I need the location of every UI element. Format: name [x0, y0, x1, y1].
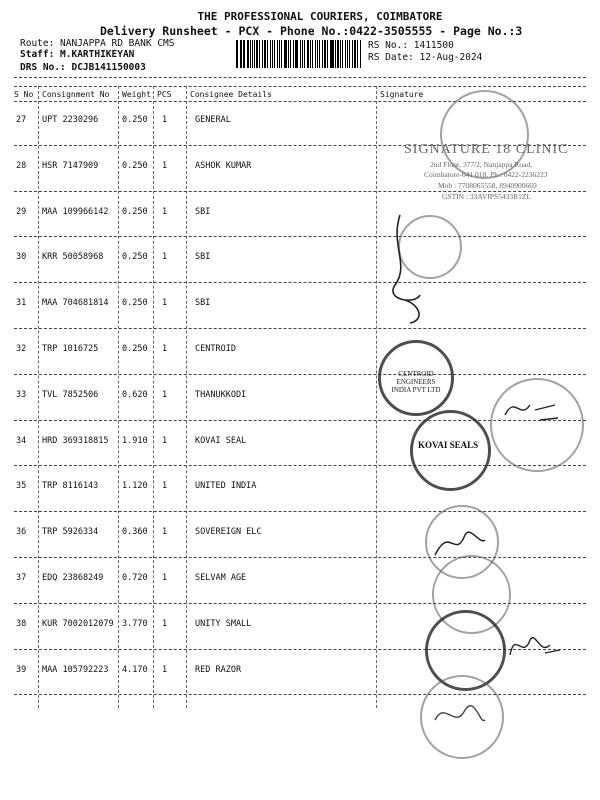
- sbi-signature: [380, 205, 460, 325]
- row-weight: 0.250: [122, 298, 148, 309]
- row-consignee: UNITY SMALL: [195, 618, 252, 629]
- row-sno: 34: [16, 435, 27, 446]
- row-pcs: 1: [162, 160, 168, 171]
- barcode-bar: [259, 40, 261, 68]
- row-sno: 31: [16, 298, 27, 309]
- company-name: THE PROFESSIONAL COURIERS, COIMBATORE: [197, 10, 443, 23]
- row-consignment-no: HRD 369318815: [42, 435, 109, 446]
- barcode-bar: [310, 40, 311, 68]
- row-sno: 33: [16, 389, 27, 400]
- red-razor-signature: [430, 690, 490, 740]
- row-consignment-no: MAA 109966142: [42, 206, 109, 217]
- row-weight: 0.620: [122, 389, 148, 400]
- barcode-bar: [317, 40, 318, 68]
- barcode-bar: [324, 40, 326, 68]
- barcode-bar: [290, 40, 291, 68]
- barcode-bar: [272, 40, 274, 68]
- row-consignee: ASHOK KUMAR: [195, 160, 252, 171]
- col-consignee: Consignee Details: [190, 90, 272, 99]
- col-divider: [153, 86, 154, 708]
- row-consignment-no: TVL 7852506: [42, 389, 99, 400]
- rs-number: RS No.: 1411500: [368, 40, 454, 51]
- barcode-bar: [340, 40, 341, 68]
- barcode-bar: [349, 40, 350, 68]
- barcode-bar: [243, 40, 245, 68]
- barcode-bar: [315, 40, 317, 68]
- barcode-bar: [327, 40, 328, 68]
- barcode-bar: [254, 40, 255, 68]
- barcode-bar: [236, 40, 238, 68]
- row-pcs: 1: [162, 481, 168, 492]
- clinic-stamp-city: Coimbatore-641 018. Ph : 0422-2236223: [424, 170, 548, 179]
- barcode-bar: [279, 40, 281, 68]
- drs-number: DRS No.: DCJB141150003: [20, 62, 146, 73]
- row-sno: 28: [16, 160, 27, 171]
- barcode-bar: [342, 40, 343, 68]
- header-rule-top: [14, 77, 586, 78]
- row-consignee: KOVAI SEAL: [195, 435, 247, 446]
- barcode-bar: [288, 40, 290, 68]
- col-consignment: Consignment No: [42, 90, 110, 99]
- row-pcs: 1: [162, 298, 168, 309]
- row-consignee: SELVAM AGE: [195, 573, 247, 583]
- barcode-bar: [304, 40, 305, 68]
- row-weight: 0.250: [122, 160, 148, 171]
- row-consignment-no: MAA 704681814: [42, 298, 109, 309]
- row-pcs: 1: [162, 206, 168, 217]
- col-divider: [376, 86, 377, 708]
- row-pcs: 1: [162, 573, 168, 583]
- row-consignee: THANUKKODI: [195, 389, 247, 400]
- barcode-bar: [284, 40, 286, 68]
- row-pcs: 1: [162, 115, 168, 125]
- barcode-bar: [307, 40, 309, 68]
- barcode-bar: [295, 40, 296, 68]
- row-sno: 27: [16, 115, 27, 125]
- header-rule-2: [14, 86, 586, 87]
- row-divider: [14, 236, 586, 237]
- row-consignee: GENERAL: [195, 115, 231, 125]
- row-divider: [14, 374, 586, 375]
- row-consignment-no: KUR 7002012079: [42, 618, 114, 629]
- barcode-bar: [264, 40, 266, 68]
- kovai-stamp-text: KOVAI SEALS: [418, 440, 479, 450]
- barcode-bar: [302, 40, 303, 68]
- col-divider: [38, 86, 39, 708]
- clinic-stamp-name: SIGNATURE 18 CLINIC: [404, 142, 569, 157]
- barcode-bar: [274, 40, 275, 68]
- row-consignment-no: KRR 50058968: [42, 252, 104, 263]
- barcode-bar: [241, 40, 242, 68]
- row-sno: 29: [16, 206, 27, 217]
- barcode-bar: [352, 40, 354, 68]
- col-divider: [186, 86, 187, 708]
- barcode-bar: [281, 40, 282, 68]
- row-weight: 0.250: [122, 344, 148, 354]
- row-divider: [14, 557, 586, 558]
- barcode-bar: [357, 40, 358, 68]
- row-sno: 30: [16, 252, 27, 263]
- row-weight: 1.910: [122, 435, 148, 446]
- row-consignment-no: EDQ 23868249: [42, 573, 104, 583]
- unity-signature: [505, 625, 565, 665]
- barcode-bar: [270, 40, 271, 68]
- barcode-bar: [319, 40, 320, 68]
- barcode-bar: [267, 40, 268, 68]
- row-weight: 0.720: [122, 573, 148, 583]
- barcode-bar: [277, 40, 278, 68]
- kovai-seals-stamp: [410, 410, 491, 491]
- barcode-bar: [337, 40, 339, 68]
- rs-date: RS Date: 12-Aug-2024: [368, 52, 483, 63]
- row-pcs: 1: [162, 435, 168, 446]
- barcode-bar: [252, 40, 253, 68]
- row-weight: 0.250: [122, 115, 148, 125]
- row-consignment-no: MAA 105792223: [42, 664, 109, 675]
- barcode-bar: [262, 40, 263, 68]
- route-label: Route: NANJAPPA RD BANK CMS: [20, 38, 175, 49]
- col-signature: Signature: [380, 90, 424, 99]
- row-divider: [14, 511, 586, 512]
- barcode-bar: [347, 40, 348, 68]
- clinic-stamp-gstin: GSTIN : 33AVIPS5433R1ZL: [442, 192, 532, 201]
- row-consignee: CENTROID: [195, 344, 236, 354]
- barcode-bar: [360, 40, 361, 68]
- row-consignee: SBI: [195, 298, 211, 309]
- barcode-bar: [296, 40, 298, 68]
- clinic-stamp-mobile: Mob : 7708065558, 8940900669: [438, 181, 537, 190]
- col-pcs: PCS: [157, 90, 172, 99]
- row-weight: 0.250: [122, 252, 148, 263]
- row-pcs: 1: [162, 252, 168, 263]
- col-weight: Weight: [122, 90, 151, 99]
- clinic-stamp-address: 2nd Floor, 377/2, Nanjappa Road,: [430, 160, 532, 169]
- row-sno: 35: [16, 481, 27, 492]
- barcode: [236, 40, 362, 68]
- row-weight: 1.120: [122, 481, 148, 492]
- row-pcs: 1: [162, 389, 168, 400]
- row-weight: 4.170: [122, 664, 148, 675]
- row-consignee: SOVEREIGN ELC: [195, 527, 262, 538]
- row-divider: [14, 282, 586, 283]
- row-consignee: RED RAZOR: [195, 664, 242, 675]
- row-consignment-no: TRP 5926334: [42, 527, 99, 538]
- col-sno: S No: [14, 90, 34, 99]
- row-consignee: SBI: [195, 252, 211, 263]
- row-pcs: 1: [162, 618, 168, 629]
- barcode-bar: [322, 40, 324, 68]
- barcode-bar: [330, 40, 331, 68]
- barcode-bar: [354, 40, 356, 68]
- barcode-bar: [345, 40, 347, 68]
- centroid-stamp-text: CENTROID ENGINEERS INDIA PVT LTD: [391, 370, 441, 394]
- row-consignee: SBI: [195, 206, 211, 217]
- barcode-bar: [293, 40, 294, 68]
- barcode-bar: [247, 40, 249, 68]
- row-weight: 3.770: [122, 618, 148, 629]
- row-weight: 0.250: [122, 206, 148, 217]
- row-sno: 37: [16, 573, 27, 583]
- row-consignment-no: UPT 2230296: [42, 115, 99, 125]
- row-divider: [14, 328, 586, 329]
- thanukkodi-signature: [500, 390, 570, 430]
- row-sno: 38: [16, 618, 27, 629]
- barcode-bar: [240, 40, 241, 68]
- col-divider: [118, 86, 119, 708]
- barcode-bar: [312, 40, 313, 68]
- row-consignee: UNITED INDIA: [195, 481, 257, 492]
- row-pcs: 1: [162, 664, 168, 675]
- row-consignment-no: TRP 8116143: [42, 481, 99, 492]
- row-consignment-no: TRP 1016725: [42, 344, 99, 354]
- barcode-bar: [335, 40, 336, 68]
- row-sno: 32: [16, 344, 27, 354]
- row-pcs: 1: [162, 344, 168, 354]
- barcode-bar: [331, 40, 333, 68]
- runsheet-title: Delivery Runsheet - PCX - Phone No.:0422-3505555 - Page No.:3: [100, 24, 523, 38]
- staff-label: Staff: M.KARTHIKEYAN: [20, 49, 135, 60]
- barcode-bar: [300, 40, 302, 68]
- row-sno: 39: [16, 664, 27, 675]
- row-sno: 36: [16, 527, 27, 538]
- barcode-bar: [256, 40, 258, 68]
- row-pcs: 1: [162, 527, 168, 538]
- row-consignment-no: HSR 7147909: [42, 160, 99, 171]
- row-divider: [14, 694, 586, 695]
- barcode-bar: [250, 40, 251, 68]
- row-divider: [14, 465, 586, 466]
- row-weight: 0.360: [122, 527, 148, 538]
